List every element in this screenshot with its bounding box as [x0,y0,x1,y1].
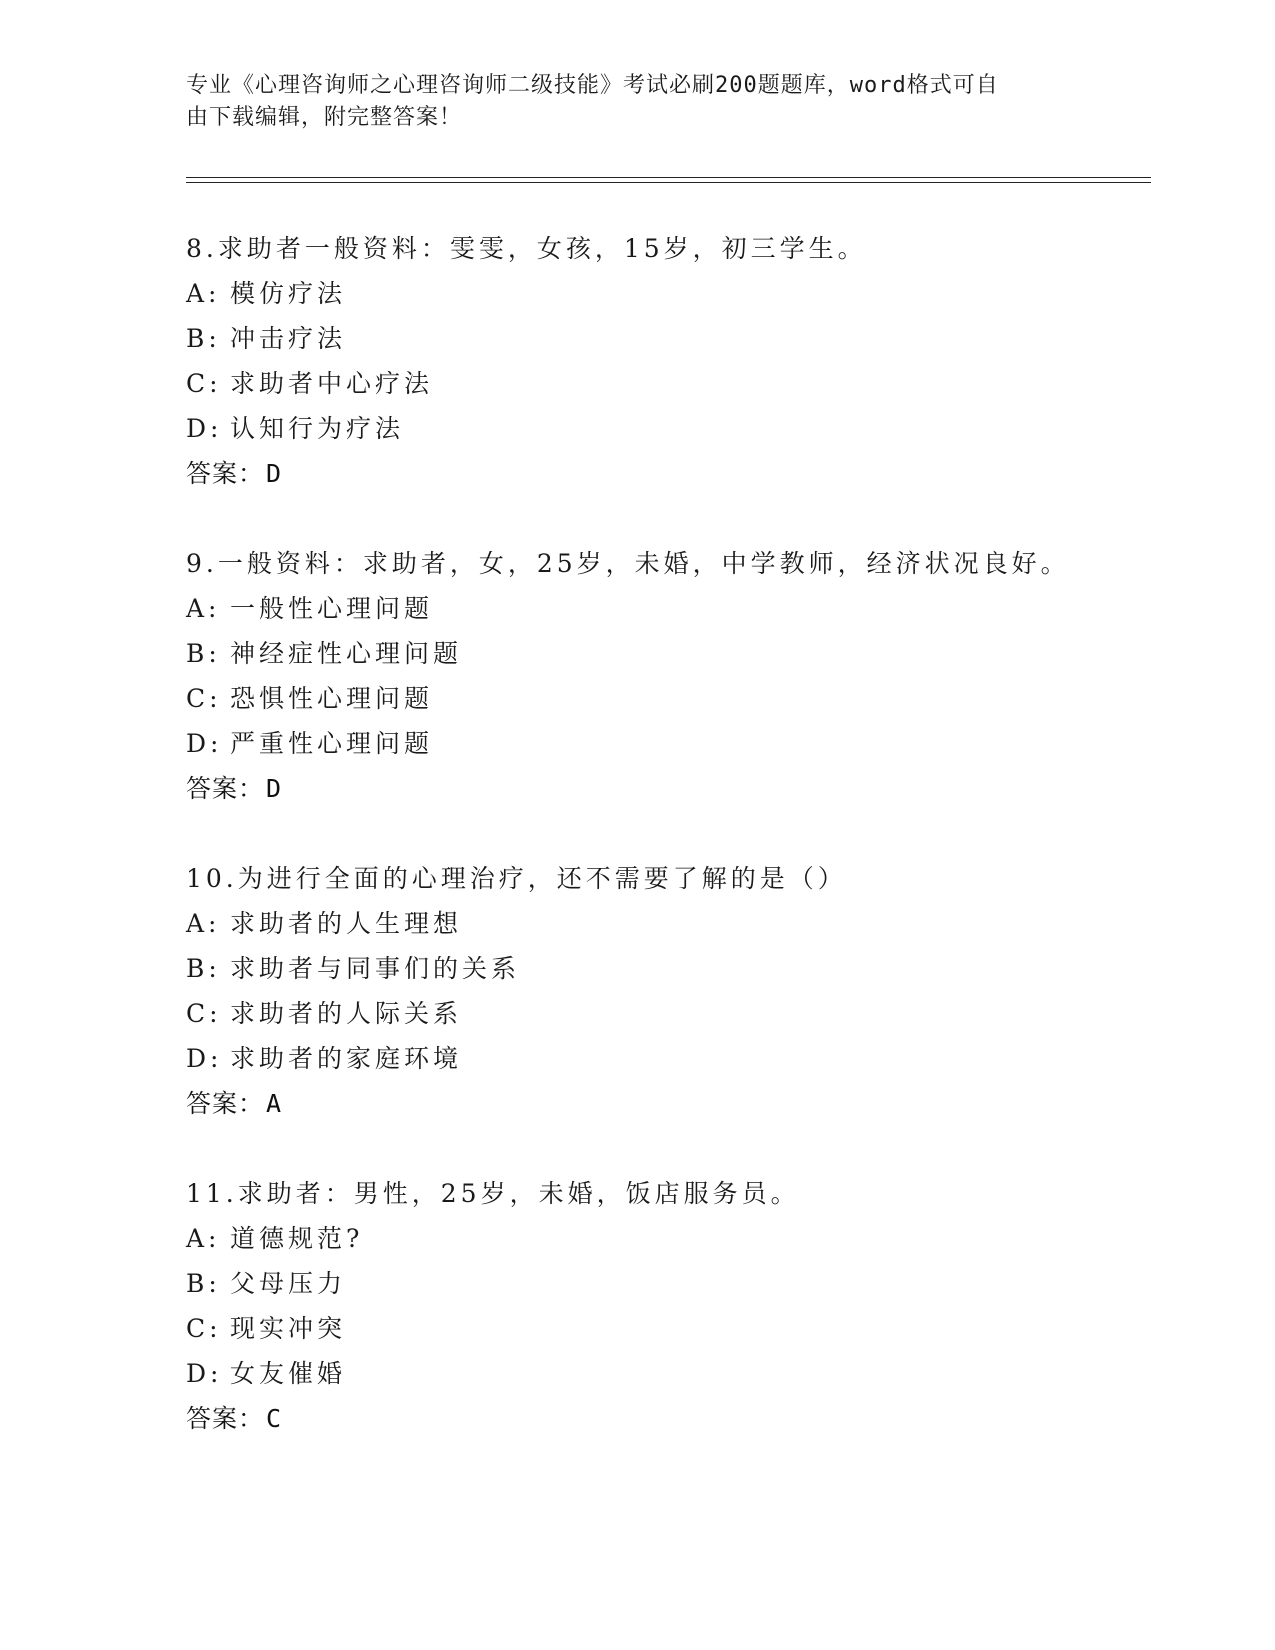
option-d [186,1351,1126,1396]
option-text: 一般性心理问题 [230,594,434,623]
answer-label: 答案： [186,459,265,488]
option-text: 现实冲突 [230,1314,347,1343]
option-text: 求助者与同事们的关系 [230,954,521,983]
option-d [186,1036,1126,1081]
option-c [186,676,1126,721]
option-letter: D: [186,1359,223,1388]
option-text: 父母压力 [230,1269,347,1298]
question-9 [186,541,1126,811]
option-letter: C: [186,369,222,398]
answer-value: A [266,1089,283,1118]
option-c [186,361,1126,406]
option-letter: B: [186,1269,221,1298]
header-line-1: 专业《心理咨询师之心理咨询师二级技能》考试必刷200题题库，word格式可自 [186,73,999,98]
header-divider-top [186,177,1151,178]
option-text: 道德规范? [230,1224,364,1253]
option-letter: D: [186,414,223,443]
option-letter: D: [186,729,223,758]
option-text: 冲击疗法 [230,324,347,353]
option-a [186,901,1126,946]
option-letter: C: [186,1314,222,1343]
question-stem: 10.为进行全面的心理治疗，还不需要了解的是（） [186,864,847,893]
question-stem: 11.求助者：男性，25岁，未婚，饭店服务员。 [186,1179,800,1208]
option-letter: D: [186,1044,223,1073]
answer-label: 答案： [186,1404,265,1433]
option-text: 求助者的家庭环境 [230,1044,463,1073]
option-text: 求助者的人际关系 [230,999,463,1028]
question-11 [186,1171,1126,1441]
option-a [186,271,1126,316]
option-b [186,946,1126,991]
option-letter: C: [186,999,222,1028]
option-text: 恐惧性心理问题 [230,684,434,713]
option-c [186,991,1126,1036]
option-b [186,1261,1126,1306]
header-line-2: 由下载编辑，附完整答案！ [186,105,463,130]
option-text: 求助者的人生理想 [230,909,463,938]
document-header [186,70,1066,134]
option-text: 模仿疗法 [230,279,347,308]
question-8 [186,226,1126,496]
option-letter: A: [186,279,221,308]
option-c [186,1306,1126,1351]
answer-line [186,1396,1126,1441]
answer-line [186,766,1126,811]
question-stem: 9.一般资料：求助者，女，25岁，未婚，中学教师，经济状况良好。 [186,549,1070,578]
question-10 [186,856,1126,1126]
option-letter: B: [186,639,221,668]
option-d [186,406,1126,451]
option-b [186,316,1126,361]
answer-line [186,451,1126,496]
option-a [186,586,1126,631]
option-text: 神经症性心理问题 [230,639,463,668]
option-text: 严重性心理问题 [230,729,434,758]
answer-value: C [266,1404,283,1433]
option-text: 认知行为疗法 [230,414,405,443]
option-text: 求助者中心疗法 [230,369,434,398]
option-d [186,721,1126,766]
answer-label: 答案： [186,774,265,803]
header-divider-bottom [186,182,1151,183]
option-letter: A: [186,1224,221,1253]
option-letter: A: [186,909,221,938]
answer-label: 答案： [186,1089,265,1118]
question-stem: 8.求助者一般资料：雯雯，女孩，15岁，初三学生。 [186,234,867,263]
option-letter: B: [186,324,221,353]
option-letter: B: [186,954,221,983]
answer-value: D [266,774,283,803]
option-letter: C: [186,684,222,713]
option-text: 女友催婚 [230,1359,347,1388]
option-letter: A: [186,594,221,623]
answer-line [186,1081,1126,1126]
option-a [186,1216,1126,1261]
option-b [186,631,1126,676]
answer-value: D [266,459,283,488]
